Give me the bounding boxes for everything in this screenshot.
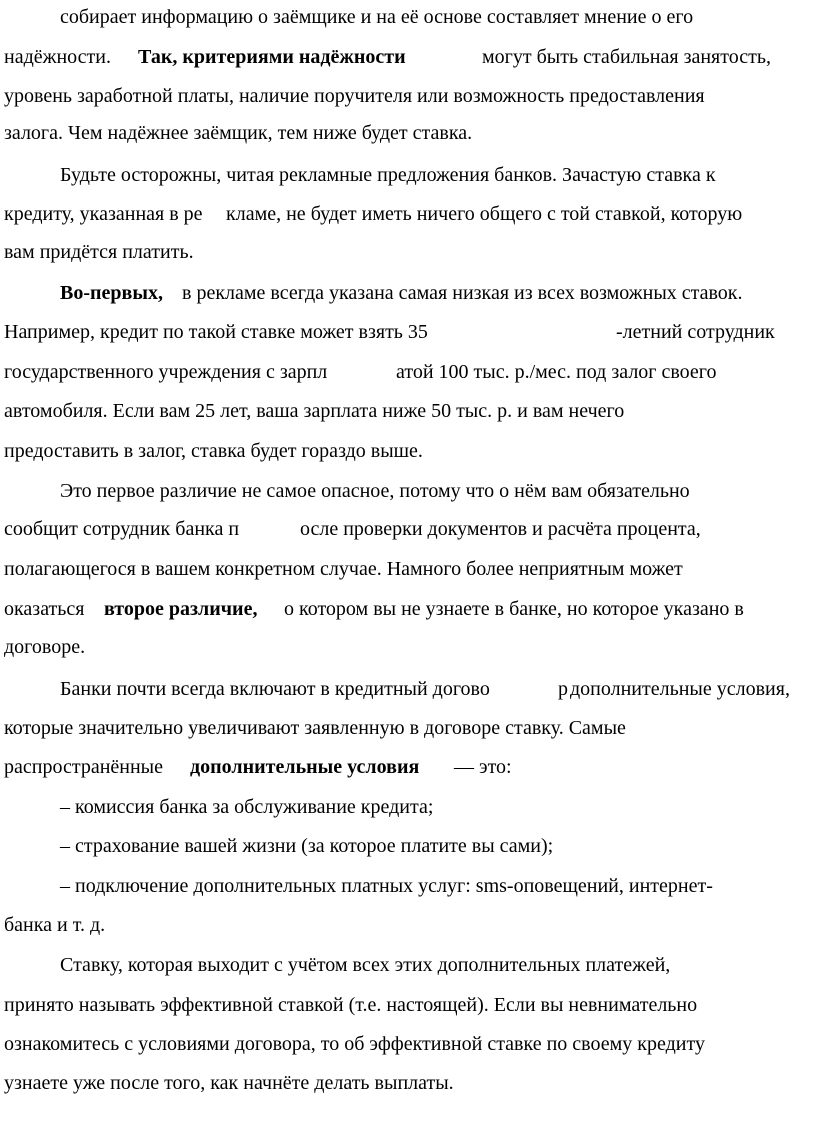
- text-segment: Ставку, которая выходит с учётом всех этих дополнительных платежей,: [60, 954, 671, 976]
- text-segment: собирает информацию о заёмщике и на её основе составляет мнение о его: [60, 6, 694, 28]
- text-segment: Банки почти всегда включают в кредитный догово: [60, 678, 490, 700]
- text-segment: дополнительные условия,: [570, 678, 790, 700]
- list-item: – страхование вашей жизни (за которое платите вы сами);: [60, 835, 554, 857]
- bold-phrase: второе различие,: [104, 598, 258, 620]
- text-segment: ознакомитесь с условиями договора, то об эффективной ставке по своему кредиту: [4, 1033, 705, 1055]
- text-segment: предоставить в залог, ставка будет гораздо выше.: [4, 440, 423, 462]
- text-segment: узнаете уже после того, как начнёте делать выплаты.: [4, 1072, 454, 1094]
- text-segment: залога. Чем надёжнее заёмщик, тем ниже будет ставка.: [4, 122, 473, 144]
- text-segment: уровень заработной платы, наличие поручителя или возможность предоставления: [4, 85, 705, 107]
- text-segment: р: [558, 678, 568, 700]
- text-segment: кламе, не будет иметь ничего общего с той ставкой, которую: [226, 203, 743, 225]
- text-segment: сообщит сотрудник банка п: [4, 518, 240, 540]
- text-segment: кредиту, указанная в ре: [4, 203, 203, 225]
- bold-phrase: дополнительные условия: [190, 756, 420, 778]
- text-segment: осле проверки документов и расчёта процента,: [300, 518, 701, 540]
- text-segment: в рекламе всегда указана самая низкая из всех возможных ставок.: [182, 282, 743, 304]
- text-segment: договоре.: [4, 636, 86, 658]
- text-segment: принято называть эффективной ставкой (т.е. настоящей). Если вы невнимательно: [4, 994, 698, 1016]
- text-segment: — это:: [454, 756, 512, 778]
- list-item: – комиссия банка за обслуживание кредита;: [60, 796, 434, 818]
- text-segment: надёжности.: [4, 46, 111, 68]
- bold-phrase: Во-первых,: [60, 282, 163, 304]
- bold-phrase: Так, критериями надёжности: [138, 46, 406, 68]
- text-segment: Например, кредит по такой ставке может взять 35: [4, 321, 428, 343]
- text-segment: Это первое различие не самое опасное, потому что о нём вам обязательно: [60, 480, 690, 502]
- text-segment: полагающегося в вашем конкретном случае. Намного более неприятным может: [4, 558, 683, 580]
- text-segment: оказаться: [4, 598, 85, 620]
- text-segment: Будьте осторожны, читая рекламные предложения банков. Зачастую ставка к: [60, 164, 716, 186]
- text-segment: могут быть стабильная занятость,: [482, 46, 771, 68]
- text-segment: которые значительно увеличивают заявленную в договоре ставку. Самые: [4, 717, 626, 739]
- text-segment: автомобиля. Если вам 25 лет, ваша зарплата ниже 50 тыс. р. и вам нечего: [4, 400, 625, 422]
- text-segment: о котором вы не узнаете в банке, но которое указано в: [284, 598, 744, 620]
- text-segment: вам придётся платить.: [4, 241, 194, 263]
- list-item: – подключение дополнительных платных услуг: sms-оповещений, интернет-: [60, 875, 713, 897]
- text-segment: распространённые: [4, 756, 163, 778]
- text-segment: банка и т. д.: [4, 914, 106, 936]
- text-segment: атой 100 тыс. р./мес. под залог своего: [396, 361, 717, 383]
- text-segment: -летний сотрудник: [616, 321, 775, 343]
- text-segment: государственного учреждения с зарпл: [4, 361, 328, 383]
